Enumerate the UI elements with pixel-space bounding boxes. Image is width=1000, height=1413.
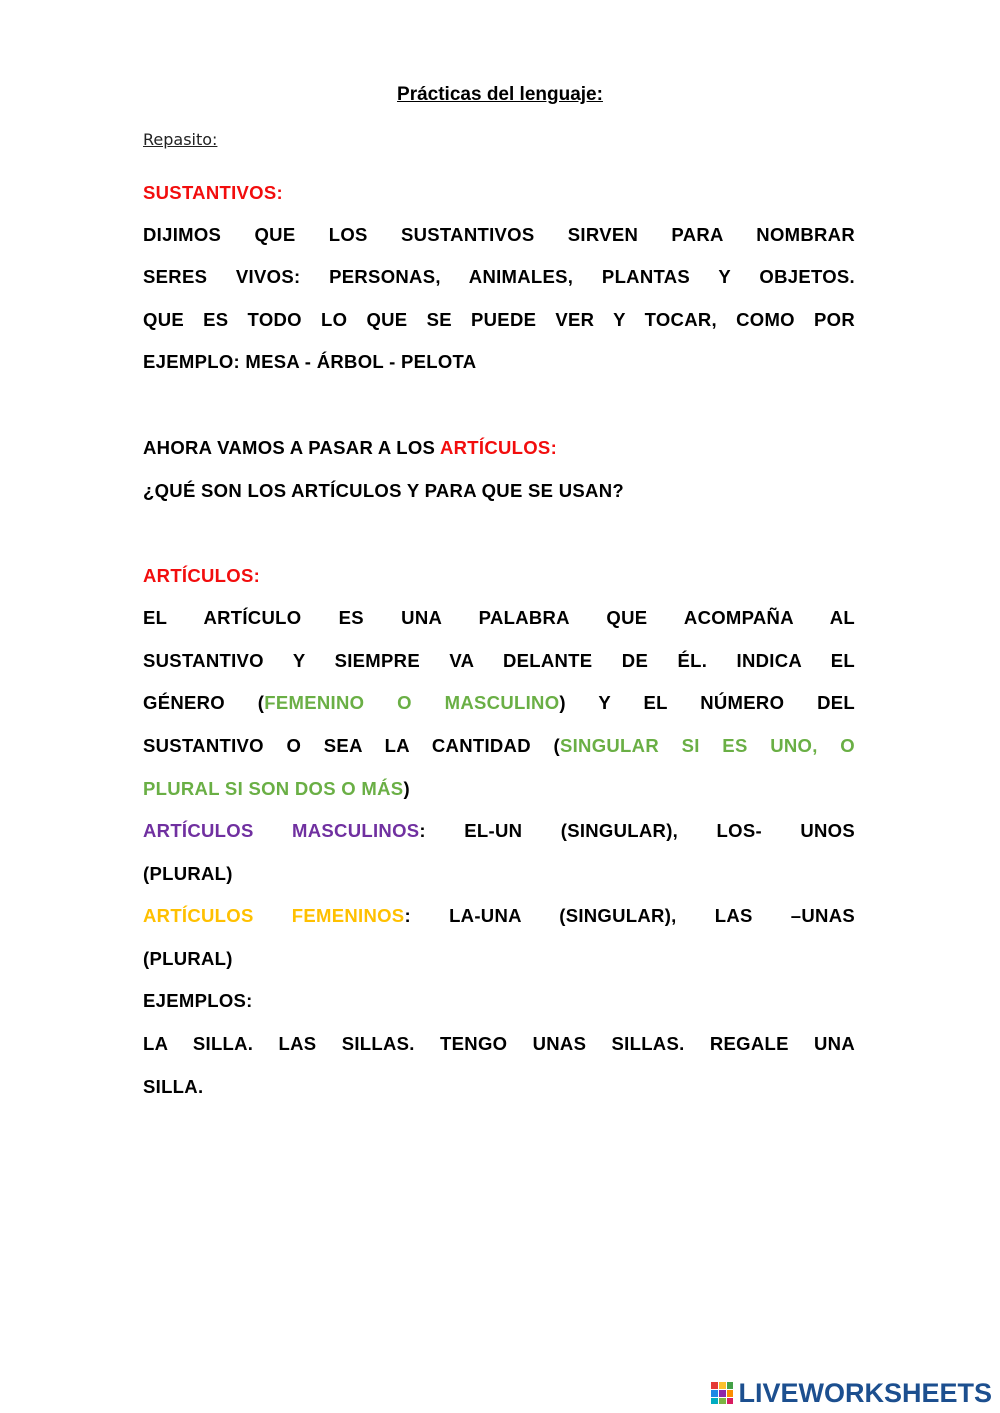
masculinos-line [143, 819, 855, 843]
cantidad-text: SUSTANTIVO O SEA LA CANTIDAD ( [143, 735, 560, 756]
femeninos-cont: (PLURAL) [143, 948, 233, 969]
masculinos-label: ARTÍCULOS MASCULINOS [143, 820, 420, 841]
masculinos-text: : EL-UN (SINGULAR), LOS- UNOS [419, 820, 855, 841]
ejemplos-heading: EJEMPLOS: [143, 990, 253, 1011]
sustantivos-heading: SUSTANTIVOS: [143, 182, 283, 203]
sustantivos-line: QUE ES TODO LO QUE SE PUEDE VER Y TOCAR, COMO POR [143, 309, 855, 330]
femeninos-label: ARTÍCULOS FEMENINOS [143, 905, 405, 926]
genero-text-end: ) Y EL NÚMERO DEL [559, 692, 855, 713]
logo-text: LIVEWORKSHEETS [738, 1377, 992, 1408]
cantidad-highlight: SINGULAR SI ES UNO, O [559, 735, 855, 756]
articulos-heading: ARTÍCULOS: [143, 565, 261, 586]
articulos-line: SUSTANTIVO Y SIEMPRE VA DELANTE DE ÉL. INDICA EL [143, 650, 855, 671]
liveworksheets-logo [710, 1379, 992, 1407]
intro-line [143, 436, 855, 460]
ejemplos-line: LA SILLA. LAS SILLAS. TENGO UNAS SILLAS. REGALE UNA [143, 1033, 855, 1054]
plural-highlight: PLURAL SI SON DOS O MÁS [143, 778, 404, 799]
intro-text: AHORA VAMOS A PASAR A LOS [143, 437, 440, 458]
page-title: Prácticas del lenguaje: [397, 84, 603, 105]
femeninos-text: : LA-UNA (SINGULAR), LAS –UNAS [404, 905, 856, 926]
sustantivos-line: DIJIMOS QUE LOS SUSTANTIVOS SIRVEN PARA NOMBRAR [143, 224, 855, 245]
masculinos-cont: (PLURAL) [143, 863, 233, 884]
sustantivos-line: EJEMPLO: MESA - ÁRBOL - PELOTA [143, 351, 477, 372]
liveworksheets-logo-icon [710, 1381, 734, 1405]
intro-question: ¿QUÉ SON LOS ARTÍCULOS Y PARA QUE SE USAN? [143, 480, 624, 501]
femeninos-line [143, 904, 855, 928]
genero-highlight: FEMENINO O MASCULINO [264, 692, 560, 713]
articulos-line: EL ARTÍCULO ES UNA PALABRA QUE ACOMPAÑA AL [143, 607, 855, 628]
genero-text: GÉNERO ( [143, 692, 265, 713]
intro-highlight: ARTÍCULOS: [439, 437, 558, 458]
plural-close: ) [403, 778, 410, 799]
articulos-line [143, 777, 855, 801]
subtitle: Repasito: [143, 130, 218, 149]
articulos-line [143, 691, 855, 715]
articulos-line [143, 734, 855, 758]
ejemplos-line: SILLA. [143, 1076, 204, 1097]
sustantivos-line: SERES VIVOS: PERSONAS, ANIMALES, PLANTAS Y OBJETOS. [143, 266, 855, 287]
